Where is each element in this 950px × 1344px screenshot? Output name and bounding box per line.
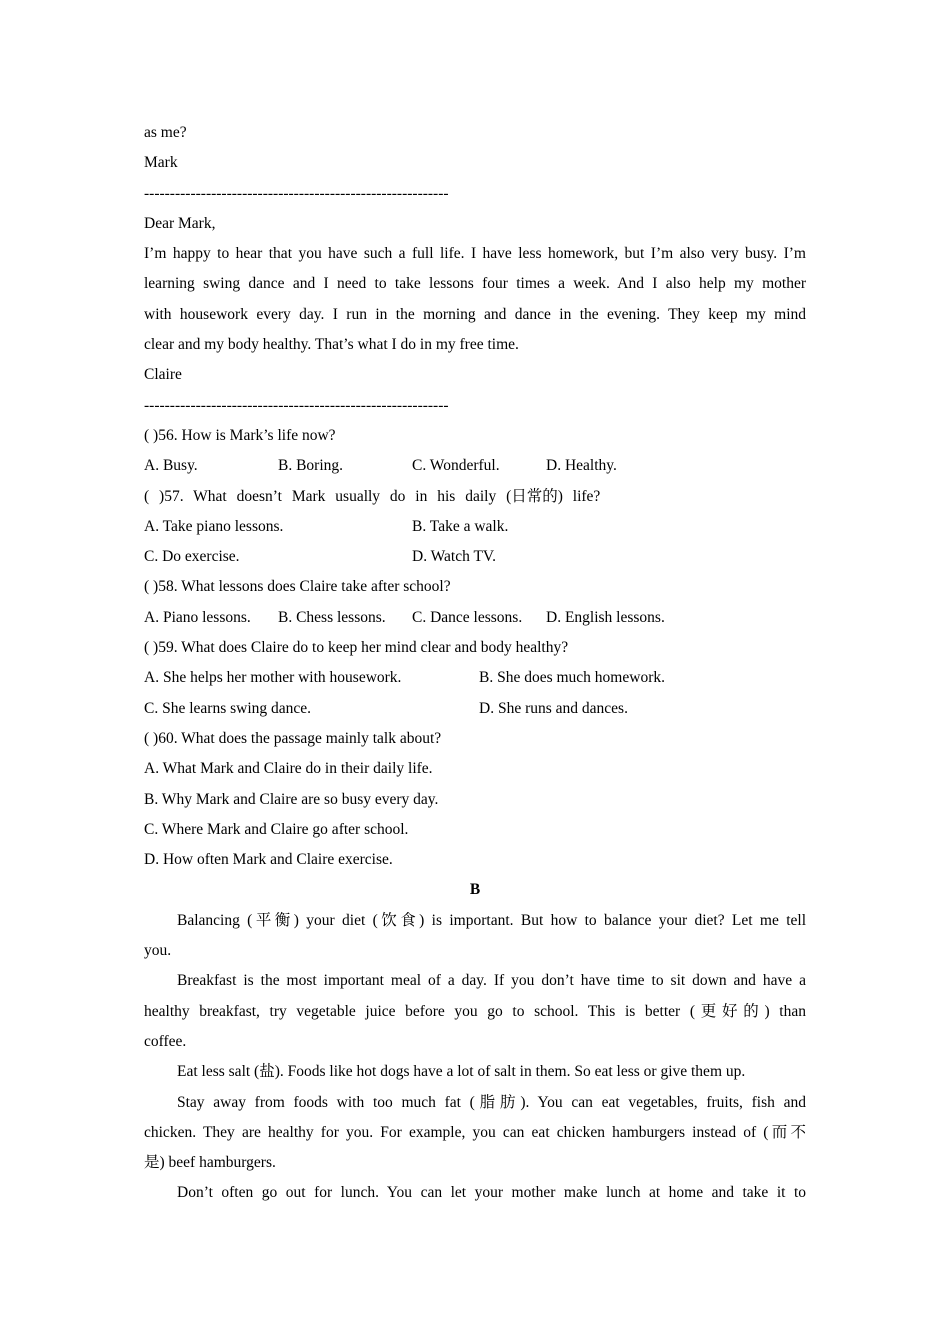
paragraph-line: Stay away from foods with too much fat (脂肪). You can eat vegetables, fruits, fish and [177,1093,806,1111]
separator: ----------------------------------------------------------- [144,396,449,414]
paragraph-line: healthy breakfast, try vegetable juice before you go to school. This is better (更好的) than [144,1002,806,1020]
option-a: A. She helps her mother with housework. [144,669,402,687]
question-60: ( )60. What does the passage mainly talk about? [144,729,442,747]
option-c: C. Dance lessons. [412,608,523,626]
separator: ----------------------------------------------------------- [144,184,449,202]
option-a: A. Take piano lessons. [144,517,284,535]
question-58: ( )58. What lessons does Claire take after school? [144,578,451,596]
option-b: B. Why Mark and Claire are so busy every day. [144,790,439,808]
option-c: C. Do exercise. [144,548,240,566]
paragraph-line: chicken. They are healthy for you. For example, you can eat chicken hamburgers instead of (而不 [144,1123,806,1141]
option-d: D. English lessons. [546,608,665,626]
letter2-line: learning swing dance and I need to take lessons four times a week. And I also help my mother [144,275,806,293]
letter2-signature: Claire [144,366,182,384]
letter2-line: clear and my body healthy. That’s what I do in my free time. [144,336,519,354]
letter1-signature: Mark [144,154,178,172]
letter2-line: I’m happy to hear that you have such a full life. I have less homework, but I’m also very busy. I’m [144,245,806,263]
option-d: D. Healthy. [546,457,617,475]
options-57-cd [144,542,806,572]
option-c: C. Wonderful. [412,457,500,475]
option-d: D. She runs and dances. [479,699,628,717]
letter2-greeting: Dear Mark, [144,214,216,232]
options-59-ab [144,663,806,693]
option-a: A. What Mark and Claire do in their daily life. [144,760,433,778]
paragraph-line: Don’t often go out for lunch. You can let your mother make lunch at home and take it to [177,1184,806,1202]
paragraph-line: Eat less salt (盐). Foods like hot dogs have a lot of salt in them. So eat less or give them up. [177,1063,746,1081]
options-56 [144,451,806,481]
document-content [144,118,806,1209]
option-c: C. She learns swing dance. [144,699,312,717]
option-b: B. Take a walk. [412,517,509,535]
paragraph-line: 是) beef hamburgers. [144,1154,276,1172]
option-a: A. Busy. [144,457,198,475]
paragraph-line: Breakfast is the most important meal of a day. If you don’t have time to sit down and have a [177,972,806,990]
options-58 [144,603,806,633]
section-heading: B [469,881,481,899]
question-56: ( )56. How is Mark’s life now? [144,426,336,444]
option-b: B. She does much homework. [479,669,665,687]
options-57-ab [144,512,806,542]
option-b: B. Chess lessons. [278,608,386,626]
letter2-line: with housework every day. I run in the morning and dance in the evening. They keep my mind [144,305,806,323]
option-c: C. Where Mark and Claire go after school. [144,820,409,838]
question-59: ( )59. What does Claire do to keep her mind clear and body healthy? [144,639,569,657]
question-57: ( )57. What doesn’t Mark usually do in his daily (日常的) life? [144,487,601,505]
paragraph-line: Balancing (平衡) your diet (饮食) is important. But how to balance your diet? Let me tell [177,911,806,929]
option-d: D. How often Mark and Claire exercise. [144,851,393,869]
letter1-end: as me? [144,124,187,141]
options-59-cd [144,694,806,724]
paragraph-line: coffee. [144,1032,187,1050]
option-a: A. Piano lessons. [144,608,251,626]
option-b: B. Boring. [278,457,344,475]
paragraph-line: you. [144,942,172,960]
option-d: D. Watch TV. [412,548,497,566]
